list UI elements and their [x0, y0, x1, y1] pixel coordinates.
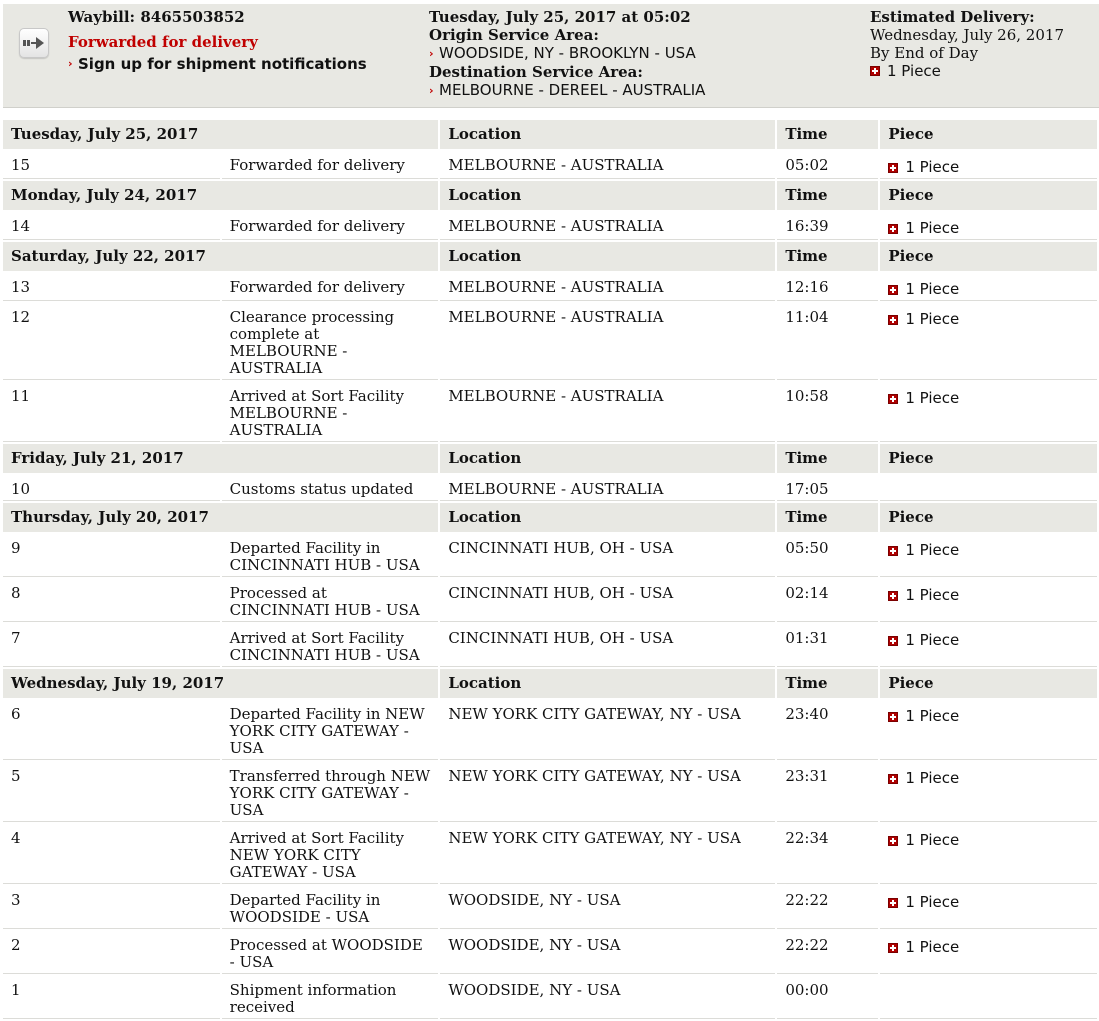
event-number: 11 [3, 382, 220, 442]
chevron-right-icon: › [429, 47, 434, 60]
event-location: MELBOURNE - AUSTRALIA [440, 382, 775, 442]
event-time: 05:50 [777, 534, 878, 577]
time-column-header: Time [777, 120, 878, 149]
event-number: 14 [3, 212, 220, 240]
event-time: 11:04 [777, 303, 878, 380]
event-piece-cell [880, 700, 1097, 760]
events-body [3, 120, 1097, 1019]
event-time: 17:05 [777, 475, 878, 501]
event-description: Processed at WOODSIDE - USA [222, 931, 439, 974]
location-column-header: Location [440, 503, 775, 532]
date-header: Saturday, July 22, 2017 [3, 242, 438, 271]
chevron-right-icon: › [68, 57, 73, 70]
event-description: Arrived at Sort Facility NEW YORK CITY GATEWAY - USA [222, 824, 439, 884]
estimated-delivery-block [870, 8, 1064, 80]
event-piece-cell [880, 382, 1097, 442]
event-description: Departed Facility in WOODSIDE - USA [222, 886, 439, 929]
event-time: 02:14 [777, 579, 878, 622]
event-piece [888, 542, 1089, 559]
event-location: MELBOURNE - AUSTRALIA [440, 212, 775, 240]
expand-plus-icon[interactable] [888, 836, 898, 846]
location-column-header: Location [440, 120, 775, 149]
event-piece-label: 1 Piece [905, 389, 960, 407]
event-number: 15 [3, 151, 220, 179]
summary-piece-label: 1 Piece [887, 62, 941, 80]
event-piece-label: 1 Piece [905, 280, 960, 298]
event-row [3, 762, 1097, 822]
event-location: NEW YORK CITY GATEWAY, NY - USA [440, 700, 775, 760]
event-description: Arrived at Sort Facility MELBOURNE - AUSTRALIA [222, 382, 439, 442]
expand-plus-icon[interactable] [888, 546, 898, 556]
event-time: 23:40 [777, 700, 878, 760]
date-header: Tuesday, July 25, 2017 [3, 120, 438, 149]
estimated-delivery-time: By End of Day [870, 44, 979, 62]
expand-plus-icon[interactable] [888, 285, 898, 295]
event-piece-cell [880, 212, 1097, 240]
event-piece [888, 770, 1089, 787]
expand-plus-icon[interactable] [888, 943, 898, 953]
event-piece-label: 1 Piece [905, 310, 960, 328]
event-location: NEW YORK CITY GATEWAY, NY - USA [440, 762, 775, 822]
event-number: 2 [3, 931, 220, 974]
signup-notifications-link[interactable] [68, 55, 367, 73]
origin-service-area-link[interactable] [429, 44, 705, 63]
event-row [3, 212, 1097, 240]
expand-plus-icon[interactable] [888, 394, 898, 404]
time-column-header: Time [777, 444, 878, 473]
event-piece [888, 311, 1089, 328]
event-number: 10 [3, 475, 220, 501]
piece-column-header: Piece [880, 120, 1097, 149]
waybill-block [68, 8, 367, 73]
location-column-header: Location [440, 444, 775, 473]
event-piece [888, 587, 1089, 604]
date-header-row [3, 503, 1097, 532]
event-piece-label: 1 Piece [905, 158, 960, 176]
event-piece-cell [880, 151, 1097, 179]
event-location: MELBOURNE - AUSTRALIA [440, 273, 775, 301]
event-location: NEW YORK CITY GATEWAY, NY - USA [440, 824, 775, 884]
event-number: 6 [3, 700, 220, 760]
time-column-header: Time [777, 181, 878, 210]
event-row [3, 303, 1097, 380]
expand-plus-icon[interactable] [888, 591, 898, 601]
event-number: 9 [3, 534, 220, 577]
event-row [3, 700, 1097, 760]
event-row [3, 931, 1097, 974]
event-piece-cell [880, 475, 1097, 501]
event-piece-label: 1 Piece [905, 219, 960, 237]
origin-label: Origin Service Area: [429, 26, 599, 44]
origin-service-area-value: WOODSIDE, NY - BROOKLYN - USA [439, 44, 696, 62]
date-header-row [3, 444, 1097, 473]
event-piece-cell [880, 762, 1097, 822]
event-piece-label: 1 Piece [905, 831, 960, 849]
piece-column-header: Piece [880, 503, 1097, 532]
event-row [3, 976, 1097, 1019]
event-time: 22:34 [777, 824, 878, 884]
event-time: 12:16 [777, 273, 878, 301]
event-location: WOODSIDE, NY - USA [440, 976, 775, 1019]
event-piece [888, 832, 1089, 849]
event-location: WOODSIDE, NY - USA [440, 886, 775, 929]
event-row [3, 273, 1097, 301]
location-column-header: Location [440, 669, 775, 698]
destination-service-area-link[interactable] [429, 81, 705, 100]
event-piece-label: 1 Piece [905, 631, 960, 649]
event-piece [888, 632, 1089, 649]
signup-notifications-label: Sign up for shipment notifications [78, 55, 367, 73]
piece-column-header: Piece [880, 181, 1097, 210]
expand-plus-icon[interactable] [888, 163, 898, 173]
location-column-header: Location [440, 242, 775, 271]
event-piece-cell [880, 303, 1097, 380]
event-row [3, 824, 1097, 884]
date-header-row [3, 242, 1097, 271]
expand-plus-icon[interactable] [888, 774, 898, 784]
event-piece-label: 1 Piece [905, 893, 960, 911]
event-time: 22:22 [777, 931, 878, 974]
estimated-delivery-date: Wednesday, July 26, 2017 [870, 26, 1064, 44]
event-piece-cell [880, 931, 1097, 974]
event-row [3, 534, 1097, 577]
estimated-delivery-label: Estimated Delivery: [870, 8, 1035, 26]
event-row [3, 624, 1097, 667]
event-location: MELBOURNE - AUSTRALIA [440, 475, 775, 501]
event-piece-label: 1 Piece [905, 769, 960, 787]
event-description: Customs status updated [222, 475, 439, 501]
event-number: 5 [3, 762, 220, 822]
event-piece-cell [880, 976, 1097, 1019]
event-time: 16:39 [777, 212, 878, 240]
event-description: Forwarded for delivery [222, 212, 439, 240]
event-piece [888, 894, 1089, 911]
date-header-row [3, 669, 1097, 698]
shipment-status: Forwarded for delivery [68, 33, 258, 51]
service-area-block [429, 8, 705, 100]
event-piece [888, 390, 1089, 407]
event-description: Clearance processing complete at MELBOURNE - AUSTRALIA [222, 303, 439, 380]
event-piece [888, 220, 1089, 237]
event-piece-cell [880, 886, 1097, 929]
expand-plus-icon[interactable] [888, 636, 898, 646]
chevron-right-icon: › [429, 84, 434, 97]
event-time: 22:22 [777, 886, 878, 929]
event-row [3, 886, 1097, 929]
date-header: Monday, July 24, 2017 [3, 181, 438, 210]
event-piece-cell [880, 824, 1097, 884]
forward-arrow-icon [23, 35, 45, 51]
event-time: 23:31 [777, 762, 878, 822]
event-time: 01:31 [777, 624, 878, 667]
event-piece-label: 1 Piece [905, 586, 960, 604]
shipment-details-toggle-button[interactable] [19, 28, 49, 58]
event-location: WOODSIDE, NY - USA [440, 931, 775, 974]
event-description: Shipment information received [222, 976, 439, 1019]
event-piece-cell [880, 579, 1097, 622]
event-number: 4 [3, 824, 220, 884]
expand-plus-icon[interactable] [888, 315, 898, 325]
event-description: Transferred through NEW YORK CITY GATEWAY - USA [222, 762, 439, 822]
expand-plus-icon[interactable] [888, 224, 898, 234]
date-header: Thursday, July 20, 2017 [3, 503, 438, 532]
event-number: 12 [3, 303, 220, 380]
destination-label: Destination Service Area: [429, 63, 643, 81]
destination-service-area-value: MELBOURNE - DEREEL - AUSTRALIA [439, 81, 706, 99]
event-piece-label: 1 Piece [905, 938, 960, 956]
event-piece [888, 159, 1089, 176]
event-row [3, 579, 1097, 622]
status-datetime: Tuesday, July 25, 2017 at 05:02 [429, 8, 691, 26]
event-number: 13 [3, 273, 220, 301]
event-location: CINCINNATI HUB, OH - USA [440, 534, 775, 577]
date-header: Wednesday, July 19, 2017 [3, 669, 438, 698]
event-location: CINCINNATI HUB, OH - USA [440, 624, 775, 667]
event-piece-label: 1 Piece [905, 707, 960, 725]
shipment-events-table [1, 118, 1099, 1021]
summary-piece-count [870, 62, 1064, 80]
event-number: 7 [3, 624, 220, 667]
event-number: 8 [3, 579, 220, 622]
shipment-summary [3, 4, 1099, 108]
event-row [3, 475, 1097, 501]
event-piece-cell [880, 273, 1097, 301]
event-time: 10:58 [777, 382, 878, 442]
event-piece-label: 1 Piece [905, 541, 960, 559]
event-piece-cell [880, 624, 1097, 667]
event-row [3, 382, 1097, 442]
piece-column-header: Piece [880, 444, 1097, 473]
date-header-row [3, 120, 1097, 149]
event-piece-cell [880, 534, 1097, 577]
expand-plus-icon[interactable] [888, 898, 898, 908]
time-column-header: Time [777, 242, 878, 271]
event-description: Forwarded for delivery [222, 273, 439, 301]
event-piece [888, 939, 1089, 956]
event-description: Processed at CINCINNATI HUB - USA [222, 579, 439, 622]
event-description: Forwarded for delivery [222, 151, 439, 179]
event-time: 00:00 [777, 976, 878, 1019]
event-time: 05:02 [777, 151, 878, 179]
event-row [3, 151, 1097, 179]
expand-plus-icon[interactable] [870, 66, 880, 76]
piece-column-header: Piece [880, 669, 1097, 698]
event-description: Arrived at Sort Facility CINCINNATI HUB - USA [222, 624, 439, 667]
location-column-header: Location [440, 181, 775, 210]
time-column-header: Time [777, 503, 878, 532]
waybill-number: Waybill: 8465503852 [68, 8, 245, 26]
event-number: 1 [3, 976, 220, 1019]
event-location: MELBOURNE - AUSTRALIA [440, 303, 775, 380]
date-header: Friday, July 21, 2017 [3, 444, 438, 473]
event-description: Departed Facility in CINCINNATI HUB - USA [222, 534, 439, 577]
event-location: MELBOURNE - AUSTRALIA [440, 151, 775, 179]
piece-column-header: Piece [880, 242, 1097, 271]
event-piece [888, 281, 1089, 298]
date-header-row [3, 181, 1097, 210]
event-location: CINCINNATI HUB, OH - USA [440, 579, 775, 622]
event-number: 3 [3, 886, 220, 929]
event-piece [888, 708, 1089, 725]
expand-plus-icon[interactable] [888, 712, 898, 722]
time-column-header: Time [777, 669, 878, 698]
event-description: Departed Facility in NEW YORK CITY GATEWAY - USA [222, 700, 439, 760]
